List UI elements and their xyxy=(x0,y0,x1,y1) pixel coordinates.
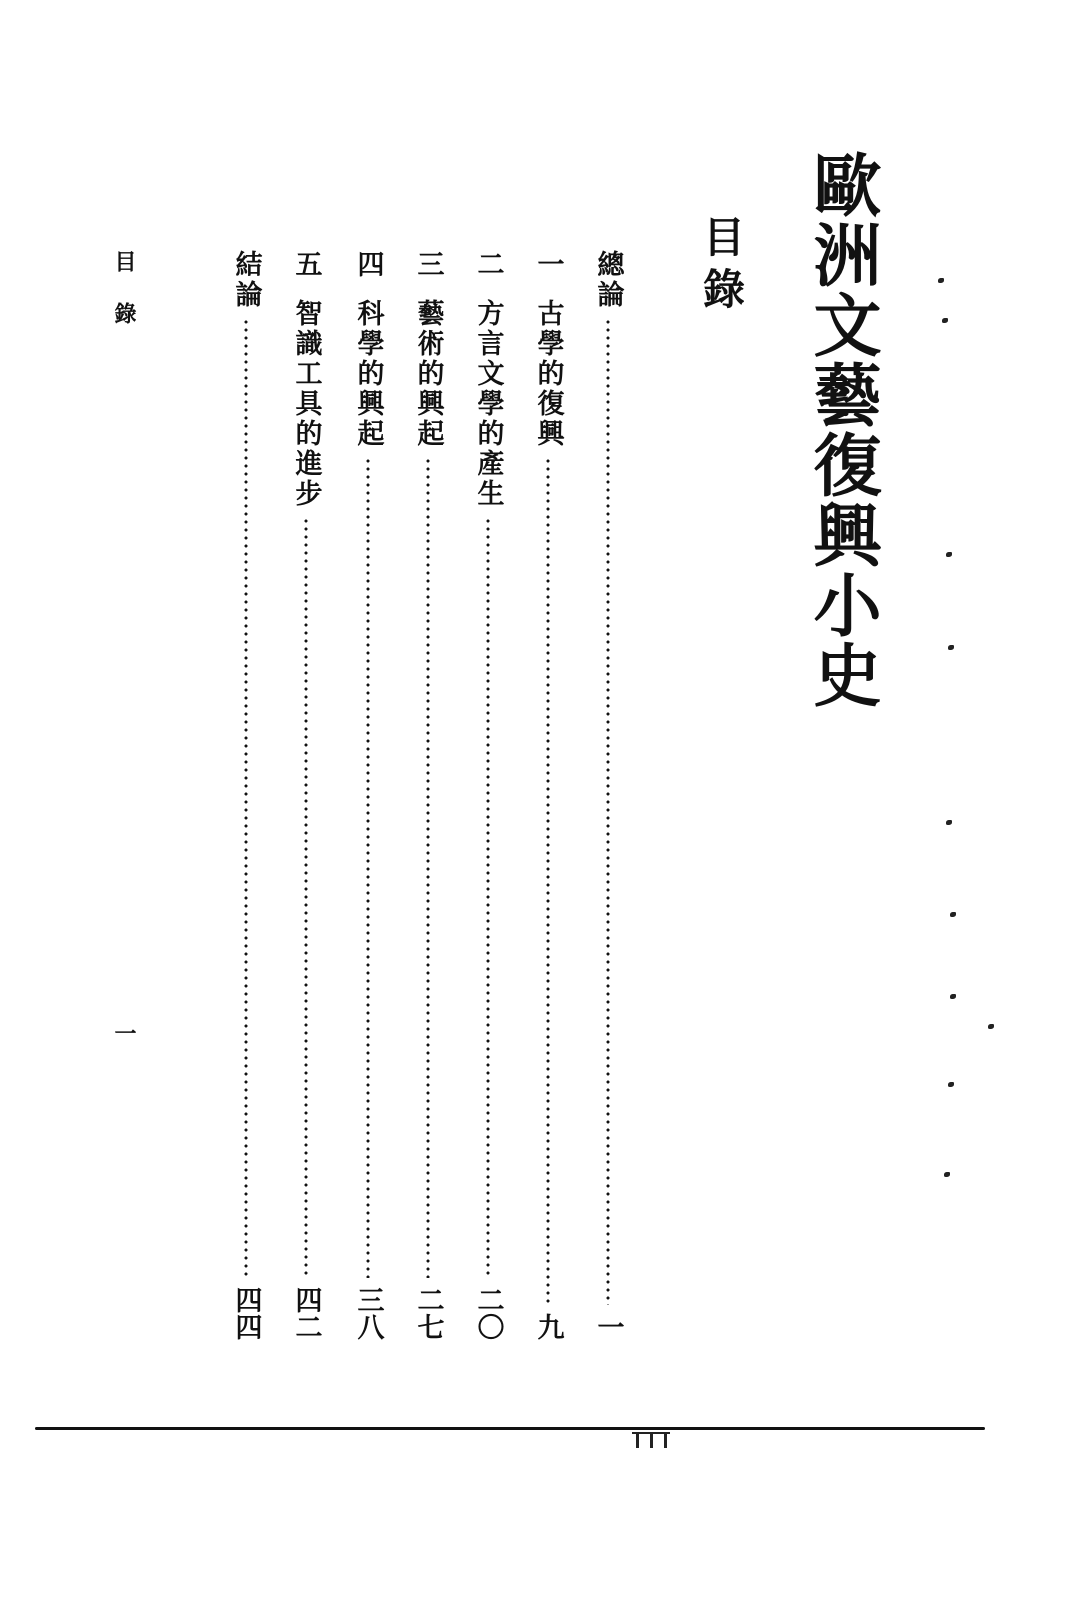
dot-leader xyxy=(244,318,248,1278)
entry-number: 一 xyxy=(532,250,564,277)
toc-entry xyxy=(288,250,324,1340)
dot-leader xyxy=(304,517,308,1278)
entry-page-number: 二〇 xyxy=(472,1286,504,1340)
dot-leader xyxy=(426,457,430,1278)
bottom-rule-mark xyxy=(632,1432,670,1448)
entry-title: 古學的復興 xyxy=(532,299,564,449)
entry-title: 科學的興起 xyxy=(352,299,384,449)
entry-number: 五 xyxy=(290,250,322,277)
entry-title: 藝術的興起 xyxy=(412,299,444,449)
running-head: 目錄 xyxy=(111,250,137,354)
entry-page-number: 三八 xyxy=(352,1286,384,1340)
entry-title: 智識工具的進步 xyxy=(290,299,322,509)
dot-leader xyxy=(366,457,370,1278)
toc-entry xyxy=(530,250,566,1340)
entry-page-number: 四四 xyxy=(230,1286,262,1340)
entry-title: 方言文學的產生 xyxy=(472,299,504,509)
entry-number: 三 xyxy=(412,250,444,277)
dot-leader xyxy=(486,517,490,1278)
entry-page-number: 一 xyxy=(592,1313,624,1340)
dot-leader xyxy=(606,318,610,1305)
toc-entry xyxy=(350,250,386,1340)
entry-page-number: 二七 xyxy=(412,1286,444,1340)
toc-heading: 目錄 xyxy=(697,215,746,319)
dot-leader xyxy=(546,457,550,1305)
entry-number: 二 xyxy=(472,250,504,277)
toc-entry xyxy=(410,250,446,1340)
toc-entry xyxy=(228,250,264,1340)
entry-number: 四 xyxy=(352,250,384,277)
toc-entry xyxy=(590,250,626,1340)
entry-title: 結論 xyxy=(230,250,262,310)
entry-page-number: 九 xyxy=(532,1313,564,1340)
book-title: 歐洲文藝復興小史 xyxy=(802,150,882,710)
entry-page-number: 四二 xyxy=(290,1286,322,1340)
entry-title: 總論 xyxy=(592,250,624,310)
bottom-rule xyxy=(35,1427,985,1430)
folio-page-number: 一 xyxy=(111,1022,137,1044)
toc-entry xyxy=(470,250,506,1340)
